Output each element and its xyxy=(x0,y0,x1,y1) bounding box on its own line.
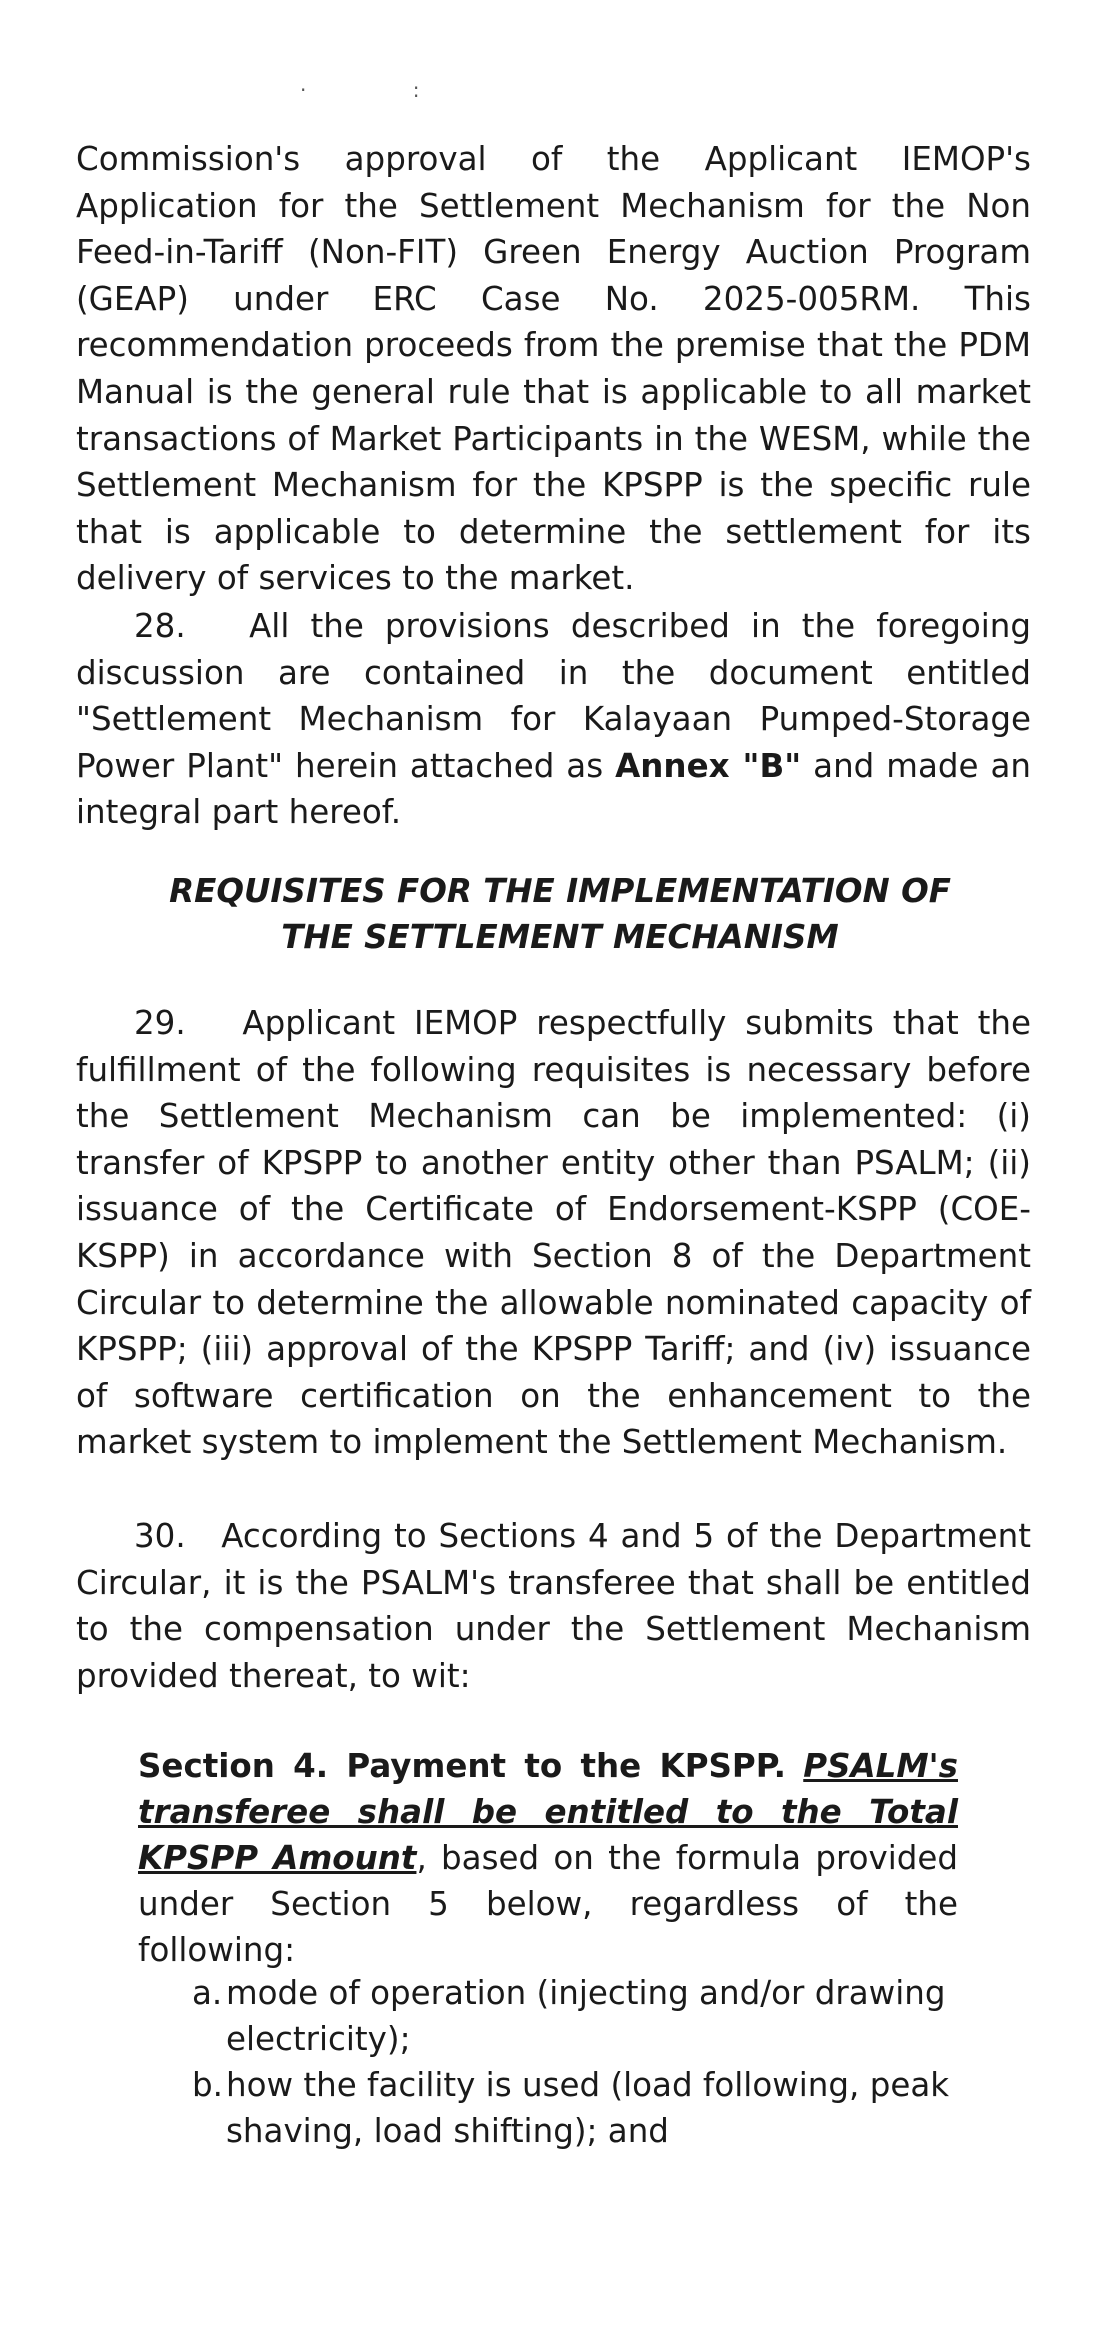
paragraph-number: 28. xyxy=(134,607,186,645)
list-marker: a. xyxy=(192,1974,223,2012)
paragraph-30 xyxy=(76,1513,1031,1699)
paragraph-29 xyxy=(76,1000,1031,1466)
list-item-text: how the facility is used (load following, peak shaving, load shifting); and xyxy=(226,2066,950,2150)
paragraph-number: 30. xyxy=(134,1517,186,1555)
paragraph-number: 29. xyxy=(134,1004,186,1042)
list-item-text: mode of operation (injecting and/or drawing electricity); xyxy=(226,1974,946,2058)
quote-text: , based on the formula provided under Section 5 below, regardless of the following: xyxy=(138,1839,958,1969)
scan-specks: · : xyxy=(300,78,470,102)
section-heading xyxy=(120,868,1000,960)
list-item xyxy=(192,1970,962,2062)
paragraph-text: Applicant IEMOP respectfully submits that the fulfillment of the following requisites is necessary before the Settlement Mechanism can be implemented: (i) transfer of KPSPP to another entity other than PSALM; (ii) issuance of the Certificate of Endorsement-KSPP (COE-KSPP) in accordance with Section 8 of the Department Circular to determine the allowable nominated capacity of KPSPP; (iii) approval of the KPSPP Tariff; and (iv) issuance of software certification on the enhancement to the market system to implement the Settlement Mechanism. xyxy=(76,1004,1031,1462)
paragraph-intro: Commission's approval of the Applicant IEMOP's Application for the Settlement Mechanism for the Non Feed-in-Tariff (Non-FIT) Green Energy Auction Program (GEAP) under ERC Case No. 2025-005RM. This recommendation proceeds from the premise that the PDM Manual is the general rule that is applicable to all market transactions of Market Participants in the WESM, while the Settlement Mechanism for the KPSPP is the specific rule that is applicable to determine the settlement for its delivery of services to the market. xyxy=(76,140,1031,598)
paragraph-text: All the provisions described in the foregoing discussion are contained in the document entitled "Settlement Mechanism for Kalayaan Pumped-Storage Power Plant" herein attached as xyxy=(76,607,1031,785)
list-marker: b. xyxy=(192,2066,223,2104)
heading-line-1: REQUISITES FOR THE IMPLEMENTATION OF xyxy=(169,872,951,910)
paragraph-28 xyxy=(76,603,1031,836)
quoted-section-4 xyxy=(138,1743,958,1973)
condition-list xyxy=(192,1970,962,2154)
paragraph-text: According to Sections 4 and 5 of the Department Circular, it is the PSALM's transferee that shall be entitled to the compensation under the Settlement Mechanism provided thereat, to wit: xyxy=(76,1517,1031,1695)
emphasized-text: PSALM's transferee shall be entitled to the Total KPSPP Amount xyxy=(138,1747,958,1877)
list-item xyxy=(192,2062,962,2154)
heading-line-2: THE SETTLEMENT MECHANISM xyxy=(281,918,839,956)
paragraph-text-end: and made an integral part hereof. xyxy=(76,746,1031,832)
annex-label: Annex "B" xyxy=(615,746,802,785)
section-title: Section 4. Payment to the KPSPP. xyxy=(138,1747,786,1785)
